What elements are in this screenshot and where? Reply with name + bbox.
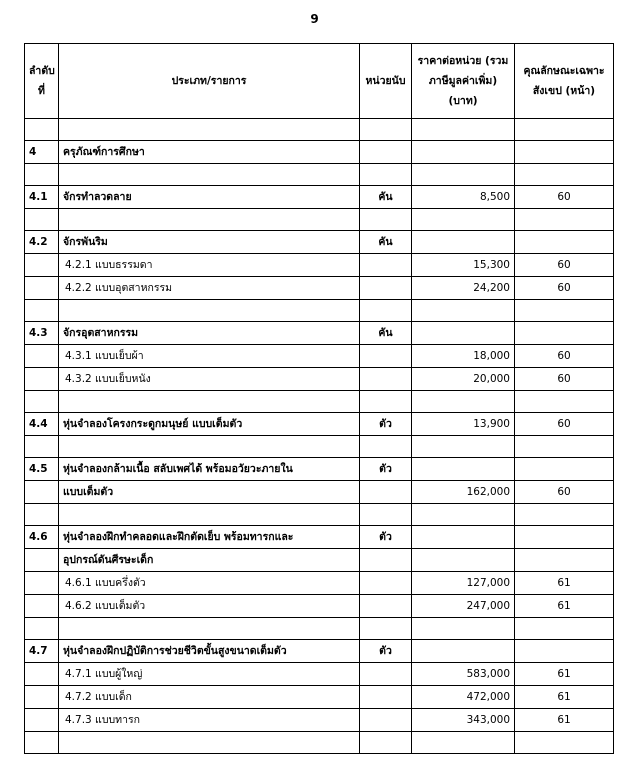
header-price: ราคาต่อหน่วย (รวมภาษีมูลค่าเพิ่ม) (บาท) (412, 44, 515, 119)
cell-no (25, 119, 59, 141)
cell-no (25, 504, 59, 526)
cell-item: 4.6.2 แบบเต็มตัว (59, 595, 360, 618)
cell-spec: 60 (515, 277, 614, 300)
cell-price: 8,500 (412, 186, 515, 209)
cell-spec (515, 119, 614, 141)
cell-item: 4.3.2 แบบเย็บหนัง (59, 368, 360, 391)
cell-item: หุ่นจำลองกล้ามเนื้อ สลับเพศได้ พร้อมอวัยวะภายใน (59, 458, 360, 481)
cell-price: 24,200 (412, 277, 515, 300)
cell-price: 127,000 (412, 572, 515, 595)
cell-price (412, 391, 515, 413)
cell-no (25, 709, 59, 732)
cell-item: จักรทำลวดลาย (59, 186, 360, 209)
cell-unit: ตัว (360, 413, 412, 436)
cell-spec (515, 732, 614, 754)
cell-spec (515, 504, 614, 526)
cell-no (25, 595, 59, 618)
cell-price: 343,000 (412, 709, 515, 732)
cell-unit (360, 209, 412, 231)
table-row (25, 413, 614, 436)
cell-no: 4.7 (25, 640, 59, 663)
cell-price (412, 231, 515, 254)
cell-item (59, 618, 360, 640)
cell-spec: 60 (515, 413, 614, 436)
cell-spec (515, 526, 614, 549)
cell-unit: คัน (360, 186, 412, 209)
cell-price: 162,000 (412, 481, 515, 504)
table-row (25, 119, 614, 141)
cell-price: 15,300 (412, 254, 515, 277)
cell-unit (360, 732, 412, 754)
table-row (25, 526, 614, 549)
cell-spec (515, 436, 614, 458)
page-number: 9 (310, 12, 319, 26)
cell-price (412, 164, 515, 186)
cell-spec (515, 209, 614, 231)
cell-no (25, 436, 59, 458)
cell-no: 4.1 (25, 186, 59, 209)
cell-spec: 60 (515, 481, 614, 504)
cell-unit (360, 686, 412, 709)
cell-no (25, 572, 59, 595)
cell-unit (360, 436, 412, 458)
cell-price: 472,000 (412, 686, 515, 709)
cell-spec (515, 141, 614, 164)
cell-item: 4.7.3 แบบทารก (59, 709, 360, 732)
cell-spec: 61 (515, 595, 614, 618)
table-row (25, 458, 614, 481)
cell-unit: ตัว (360, 640, 412, 663)
table-row (25, 254, 614, 277)
table-row (25, 186, 614, 209)
cell-spec (515, 164, 614, 186)
table-row (25, 391, 614, 413)
table-row (25, 572, 614, 595)
cell-spec: 61 (515, 663, 614, 686)
cell-item: แบบเต็มตัว (59, 481, 360, 504)
cell-price (412, 618, 515, 640)
cell-item (59, 119, 360, 141)
cell-price: 13,900 (412, 413, 515, 436)
table-row (25, 504, 614, 526)
header-item: ประเภท/รายการ (59, 44, 360, 119)
cell-item (59, 164, 360, 186)
table-row (25, 209, 614, 231)
cell-price: 583,000 (412, 663, 515, 686)
table-row (25, 481, 614, 504)
cell-item (59, 391, 360, 413)
cell-no (25, 300, 59, 322)
cell-unit (360, 481, 412, 504)
cell-unit (360, 277, 412, 300)
cell-no (25, 481, 59, 504)
cell-spec: 60 (515, 345, 614, 368)
table-row (25, 322, 614, 345)
cell-price (412, 640, 515, 663)
cell-spec: 61 (515, 572, 614, 595)
table-row (25, 709, 614, 732)
cell-unit (360, 254, 412, 277)
cell-spec: 60 (515, 254, 614, 277)
cell-item: 4.2.2 แบบอุตสาหกรรม (59, 277, 360, 300)
cell-no: 4 (25, 141, 59, 164)
cell-unit (360, 368, 412, 391)
cell-item: อุปกรณ์ดันศีรษะเด็ก (59, 549, 360, 572)
cell-unit (360, 119, 412, 141)
table-row (25, 436, 614, 458)
cell-no (25, 618, 59, 640)
cell-unit: คัน (360, 322, 412, 345)
cell-spec: 61 (515, 686, 614, 709)
cell-unit: ตัว (360, 458, 412, 481)
cell-spec (515, 618, 614, 640)
cell-price (412, 322, 515, 345)
table-row (25, 164, 614, 186)
cell-spec (515, 640, 614, 663)
cell-item: ครุภัณฑ์การศึกษา (59, 141, 360, 164)
cell-price: 20,000 (412, 368, 515, 391)
cell-price (412, 526, 515, 549)
cell-no (25, 391, 59, 413)
cell-unit (360, 618, 412, 640)
cell-price: 18,000 (412, 345, 515, 368)
cell-unit (360, 663, 412, 686)
cell-no (25, 732, 59, 754)
cell-item: จักรพันริม (59, 231, 360, 254)
cell-item (59, 732, 360, 754)
cell-unit (360, 391, 412, 413)
cell-unit (360, 345, 412, 368)
cell-price (412, 458, 515, 481)
cell-no (25, 663, 59, 686)
table-row (25, 345, 614, 368)
cell-price (412, 141, 515, 164)
cell-price (412, 732, 515, 754)
table-row (25, 277, 614, 300)
cell-price: 247,000 (412, 595, 515, 618)
cell-item: หุ่นจำลองโครงกระดูกมนุษย์ แบบเต็มตัว (59, 413, 360, 436)
cell-no (25, 345, 59, 368)
cell-unit (360, 572, 412, 595)
cell-spec (515, 549, 614, 572)
cell-item: จักรอุตสาหกรรม (59, 322, 360, 345)
cell-no (25, 254, 59, 277)
table-row (25, 549, 614, 572)
cell-item (59, 300, 360, 322)
cell-price (412, 119, 515, 141)
cell-no: 4.2 (25, 231, 59, 254)
cell-spec (515, 300, 614, 322)
table-row (25, 141, 614, 164)
cell-unit (360, 549, 412, 572)
cell-spec (515, 391, 614, 413)
cell-spec (515, 231, 614, 254)
cell-unit (360, 300, 412, 322)
cell-price (412, 504, 515, 526)
table-row (25, 618, 614, 640)
cell-item: 4.2.1 แบบธรรมดา (59, 254, 360, 277)
cell-unit: คัน (360, 231, 412, 254)
cell-spec: 61 (515, 709, 614, 732)
table-row (25, 732, 614, 754)
cell-no: 4.5 (25, 458, 59, 481)
table-row (25, 300, 614, 322)
cell-item (59, 504, 360, 526)
table-row (25, 663, 614, 686)
table-header-row (25, 44, 614, 119)
cell-unit (360, 504, 412, 526)
cell-item (59, 436, 360, 458)
cell-unit (360, 595, 412, 618)
cell-unit (360, 709, 412, 732)
cell-unit (360, 164, 412, 186)
table-row (25, 595, 614, 618)
cell-price (412, 300, 515, 322)
cell-item: หุ่นจำลองฝึกทำคลอดและฝึกตัดเย็บ พร้อมทารกและ (59, 526, 360, 549)
cell-no: 4.3 (25, 322, 59, 345)
cell-item (59, 209, 360, 231)
cell-no: 4.4 (25, 413, 59, 436)
cell-price (412, 549, 515, 572)
header-spec: คุณลักษณะเฉพาะ สังเขป (หน้า) (515, 44, 614, 119)
cell-item: 4.7.1 แบบผู้ใหญ่ (59, 663, 360, 686)
cell-no (25, 549, 59, 572)
table-row (25, 686, 614, 709)
cell-unit: ตัว (360, 526, 412, 549)
cell-no (25, 277, 59, 300)
price-table (24, 43, 614, 754)
table-row (25, 640, 614, 663)
table-row (25, 231, 614, 254)
table-row (25, 368, 614, 391)
cell-spec (515, 458, 614, 481)
cell-no (25, 368, 59, 391)
cell-spec: 60 (515, 368, 614, 391)
header-no: ลำดับที่ (25, 44, 59, 119)
cell-item: หุ่นจำลองฝึกปฏิบัติการช่วยชีวิตขั้นสูงขนาดเต็มตัว (59, 640, 360, 663)
cell-spec (515, 322, 614, 345)
cell-no (25, 686, 59, 709)
table-body (25, 119, 614, 754)
cell-no (25, 209, 59, 231)
cell-item: 4.7.2 แบบเด็ก (59, 686, 360, 709)
cell-spec: 60 (515, 186, 614, 209)
cell-unit (360, 141, 412, 164)
cell-item: 4.3.1 แบบเย็บผ้า (59, 345, 360, 368)
cell-no: 4.6 (25, 526, 59, 549)
header-unit: หน่วยนับ (360, 44, 412, 119)
cell-item: 4.6.1 แบบครึ่งตัว (59, 572, 360, 595)
cell-price (412, 209, 515, 231)
cell-no (25, 164, 59, 186)
cell-price (412, 436, 515, 458)
